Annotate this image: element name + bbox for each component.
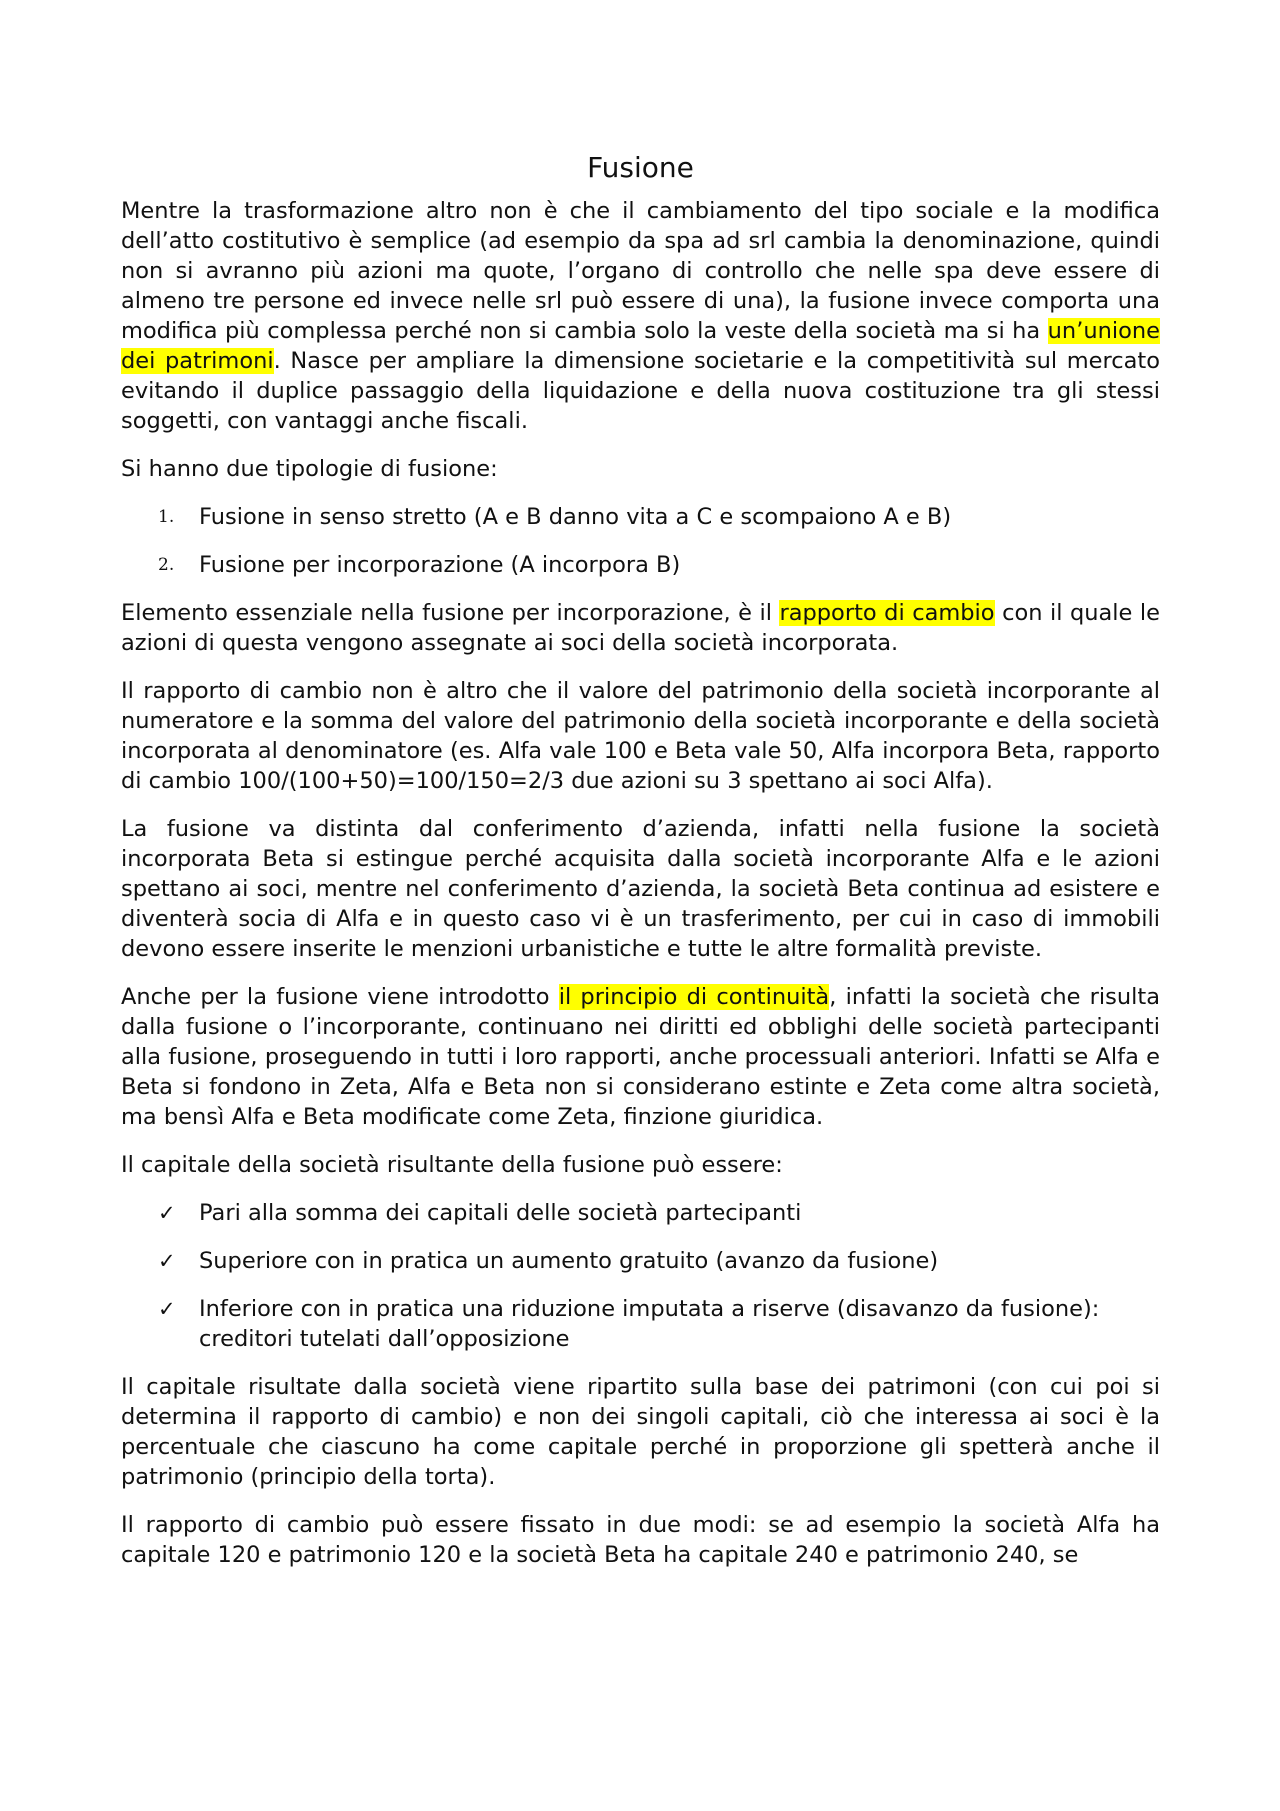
paragraph-conferimento: La fusione va distinta dal conferimento d’azienda, infatti nella fusione la società incorporata Beta si estingue perché acquisita dalla società incorporante Alfa e le azioni spettano ai soci, mentre nel conferimento d’azienda, la società Beta continua ad esistere e diventerà socia di Alfa e in questo caso vi è un trasferimento, per cui in caso di immobili devono essere inserite le menzioni urbanistiche e tutte le altre formalità previste. (121, 816, 1160, 962)
highlight-principio-continuita: il principio di continuità (558, 984, 830, 1010)
paragraph-modi-rapporto: Il rapporto di cambio può essere fissato in due modi: se ad esempio la società Alfa ha capitale 120 e patrimonio 120 e la società Beta ha capitale 240 e patrimonio 240, se (121, 1512, 1160, 1568)
list-item (121, 502, 1160, 532)
paragraph-elemento-text-1: Elemento essenziale nella fusione per incorporazione, è il (121, 600, 780, 626)
list-item (121, 1198, 1160, 1228)
checkmark-icon: ✓ (158, 1297, 176, 1321)
highlight-unione-patrimoni: un’unione dei patrimoni (121, 318, 1160, 374)
highlight-rapporto-di-cambio: rapporto di cambio (779, 600, 995, 626)
list-item-text: Fusione in senso stretto (A e B danno vita a C e scompaiono A e B) (199, 504, 952, 530)
paragraph-intro-text-1: Mentre la trasformazione altro non è che il cambiamento del tipo sociale e la modifica dell’atto costitutivo è semplice (ad esempio da spa ad srl cambia la denominazione, quindi non si avranno più azioni ma quote, l’organo di controllo che nelle spa deve essere di almeno tre persone ed invece nelle srl può essere di una), la fusione invece comporta una modifica più complessa perché non si cambia solo la veste della società ma si ha (121, 198, 1160, 344)
paragraph-continuita-text-1: Anche per la fusione viene introdotto (121, 984, 559, 1010)
paragraph-intro-text-2: . Nasce per ampliare la dimensione societarie e la competitività sul mercato evitando il duplice passaggio della liquidazione e della nuova costituzione tra gli stessi soggetti, con vantaggi anche fiscali. (121, 348, 1160, 434)
page-title: Fusione (587, 151, 694, 184)
list-number: 1. (158, 507, 175, 527)
paragraph-ripartizione: Il capitale risultate dalla società viene ripartito sulla base dei patrimoni (con cui poi si determina il rapporto di cambio) e non dei singoli capitali, ciò che interessa ai soci è la percentuale che ciascuno ha come capitale perché in proporzione gli spetterà anche il patrimonio (principio della torta). (121, 1374, 1160, 1490)
list-item-text: Pari alla somma dei capitali delle società partecipanti (199, 1200, 802, 1226)
list-item (121, 550, 1160, 580)
paragraph-capitale-intro: Il capitale della società risultante della fusione può essere: (121, 1152, 783, 1178)
list-item-text: Inferiore con in pratica una riduzione imputata a riserve (disavanzo da fusione): creditori tutelati dall’opposizione (199, 1296, 1100, 1352)
checkmark-icon: ✓ (158, 1249, 176, 1273)
paragraph-continuita (121, 982, 1160, 1132)
paragraph-rapporto-di-cambio: Il rapporto di cambio non è altro che il valore del patrimonio della società incorporante al numeratore e la somma del valore del patrimonio della società incorporante e della società incorporata al denominatore (es. Alfa vale 100 e Beta vale 50, Alfa incorpora Beta, rapporto di cambio 100/(100+50)=100/150=2/3 due azioni su 3 spettano ai soci Alfa). (121, 678, 1160, 794)
paragraph-elemento-text-2: con il quale le azioni di questa vengono assegnate ai soci della società incorporata. (121, 600, 1160, 656)
capital-options-list (121, 1198, 1160, 1354)
list-item-text: Fusione per incorporazione (A incorpora B) (199, 552, 681, 578)
fusion-types-list (121, 502, 1160, 580)
paragraph-intro (121, 196, 1160, 436)
paragraph-continuita-text-2: , infatti la società che risulta dalla fusione o l’incorporante, continuano nei diritti ed obblighi delle società partecipanti alla fusione, proseguendo in tutti i loro rapporti, anche processuali anteriori. Infatti se Alfa e Beta si fondono in Zeta, Alfa e Beta non si considerano estinte e Zeta come altra società, ma bensì Alfa e Beta modificate come Zeta, finzione giuridica. (121, 984, 1160, 1130)
list-number: 2. (158, 555, 175, 575)
paragraph-elemento-essenziale (121, 598, 1160, 658)
checkmark-icon: ✓ (158, 1201, 176, 1225)
list-item (121, 1246, 1160, 1276)
list-item-text: Superiore con in pratica un aumento gratuito (avanzo da fusione) (199, 1248, 939, 1274)
paragraph-tipologie: Si hanno due tipologie di fusione: (121, 456, 498, 482)
list-item (121, 1294, 1160, 1354)
